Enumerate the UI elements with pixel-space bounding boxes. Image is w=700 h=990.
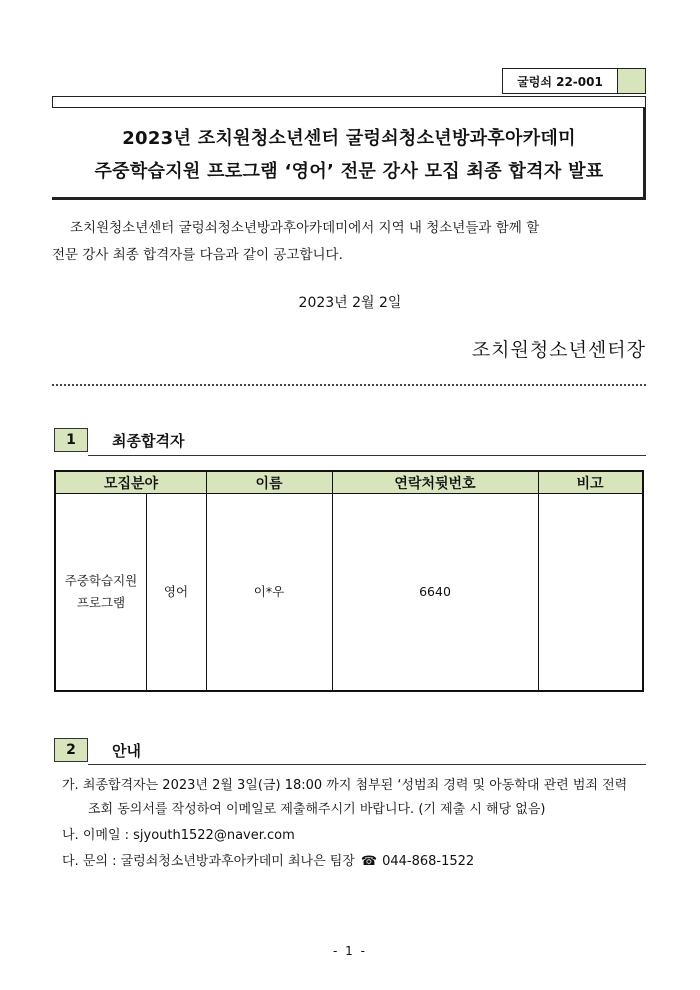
header-note: 비고 (538, 472, 642, 494)
title-top-bar (52, 96, 646, 108)
section-2-underline (88, 764, 646, 765)
page-number: - 1 - (333, 944, 367, 958)
title-line-2: 주중학습지원 프로그램 ‘영어’ 전문 강사 모집 최종 합격자 발표 (94, 161, 604, 182)
telephone-icon: ☎ (360, 854, 378, 869)
cell-phone: 6640 (419, 584, 451, 599)
announcement-date: 2023년 2월 2일 (298, 295, 402, 311)
guide-item-da-phone: 044-868-1522 (382, 854, 475, 869)
cell-name: 이*우 (253, 584, 285, 599)
guide-item-ga-line1: 가. 최종합격자는 2023년 2월 3일(금) 18:00 까지 첨부된 ‘성범죄 경력 및 아동학대 관련 범죄 전력 (62, 778, 628, 793)
cell-program: 주중학습지원 프로그램 (64, 573, 138, 610)
result-table (54, 470, 644, 692)
section-1-number: 1 (54, 428, 88, 452)
intro-line-1: 조치원청소년센터 굴렁쇠청소년방과후아카데미에서 지역 내 청소년들과 함께 할 (70, 220, 540, 236)
guide-item-na: 나. 이메일 : sjyouth1522@naver.com (62, 828, 295, 843)
header-name: 이름 (206, 472, 332, 494)
title-box (52, 108, 646, 200)
guide-item-da-text: 다. 문의 : 굴렁쇠청소년방과후아카데미 최나은 팀장 (62, 854, 355, 869)
section-1-underline (88, 455, 646, 456)
cell-subject: 영어 (163, 584, 189, 599)
document-number-accent (618, 68, 646, 94)
guide-item-ga-line2: 조회 동의서를 작성하여 이메일로 제출해주시기 바랍니다. (기 제출 시 해당 없음) (88, 802, 546, 817)
section-1-title: 최종합격자 (112, 432, 185, 450)
dotted-divider (52, 384, 646, 386)
section-2-title: 안내 (112, 742, 141, 760)
document-number-box (502, 68, 646, 96)
cell-note (538, 494, 642, 690)
intro-line-2: 전문 강사 최종 합격자를 다음과 같이 공고합니다. (52, 247, 343, 263)
section-2-number: 2 (54, 738, 88, 762)
guide-item-da (62, 850, 474, 874)
header-phone: 연락처뒷번호 (332, 472, 538, 494)
signer: 조치원청소년센터장 (471, 339, 646, 361)
document-number: 굴렁쇠 22-001 (502, 68, 618, 94)
header-field: 모집분야 (56, 472, 206, 494)
title-line-1: 2023년 조치원청소년센터 굴렁쇠청소년방과후아카데미 (122, 128, 576, 149)
